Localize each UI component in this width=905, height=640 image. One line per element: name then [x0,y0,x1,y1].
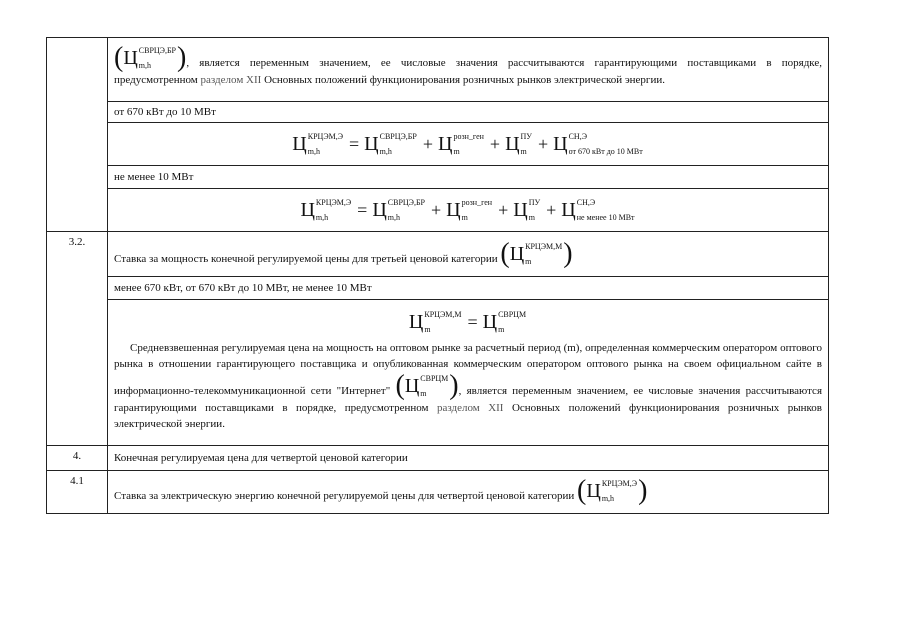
row-number-cell [47,446,108,471]
power-range-label: менее 670 кВт, от 670 кВт до 10 МВт, не менее 10 МВт [114,282,372,294]
content-cell [108,166,829,189]
formula: Ц КРЦЭМ,Э m,h = Ц СВРЦЭ,БР m,h + Ц розн_ген m + Ц ПУ m + Ц СН,Э от 670 кВт до 10 МВт [292,132,643,156]
paragraph-text: Основных положений функционирования розничных рынков электрической энергии. [114,402,822,430]
row-number-cell [47,471,108,514]
content-cell [108,232,829,277]
table-row [47,123,829,166]
table-row [47,300,829,446]
paragraph-text: , является переменным значением, ее числовые значения рассчитываются гарантирующими поставщиками в порядке, предусмотренном [114,385,823,414]
table-row [47,166,829,189]
paragraph-text: Основных положений функционирования розничных рынков электрической энергии. [264,74,665,86]
content-cell [108,38,829,102]
power-range-label: от 670 кВт до 10 МВт [114,106,216,118]
row-number: 3.2. [68,236,86,248]
formula-cell [108,189,829,232]
price-symbol: ( Ц КРЦЭМ,М m ) [500,238,573,269]
content-cell [108,471,829,514]
paragraph-text: Ставка за мощность конечной регулируемой цены для третьей ценовой категории [114,253,498,265]
price-symbol: ( Ц СВРЦМ m ) [395,370,459,401]
table-row [47,189,829,232]
section-link[interactable]: разделом XII [200,74,262,86]
row-number-cell [47,38,108,232]
formula-cell [108,300,829,446]
formula: Ц КРЦЭМ,М m = Ц СВРЦМ m [408,310,527,334]
tariff-table [46,37,829,514]
price-symbol: ( Ц КРЦЭМ,Э m,h ) [577,475,648,506]
table-row [47,232,829,277]
content-cell [108,277,829,300]
table-row [47,277,829,300]
paragraph-text: , является переменным значением, ее числовые значения рассчитываются гарантирующими поставщиками в порядке, предусмотренном [114,57,822,86]
table-row [47,446,829,471]
row-number: 4.1 [70,475,84,487]
section-link[interactable]: разделом XII [436,402,504,414]
price-symbol: ( Ц СВРЦЭ,БР m,h ) [114,42,187,73]
paragraph-text: Средневзвешенная регулируемая цена на мощность на оптовом рынке за расчетный период (m), определенная коммерческим оператором оптового рынка в отношении гарантирующего поставщика и опубликованная коммерческим оператором оптового рынка на своем официальном сайте в информационно-телекоммуникационной сети "Интернет" [114,342,822,397]
table-row [47,38,829,102]
row-number: 4. [72,450,82,462]
table-row [47,471,829,514]
content-cell [108,102,829,123]
content-cell [108,446,829,471]
paragraph-text: Ставка за электрическую энергию конечной регулируемой цены для четвертой ценовой категории [114,490,575,502]
power-range-label: не менее 10 МВт [114,171,194,183]
formula: Ц КРЦЭМ,Э m,h = Ц СВРЦЭ,БР m,h + Ц розн_ген m + Ц ПУ m + Ц СН,Э не менее 10 МВт [300,198,635,222]
row-number-cell [47,232,108,446]
formula-cell [108,123,829,166]
section-heading: Конечная регулируемая цена для четвертой ценовой категории [114,452,408,464]
table-row [47,102,829,123]
